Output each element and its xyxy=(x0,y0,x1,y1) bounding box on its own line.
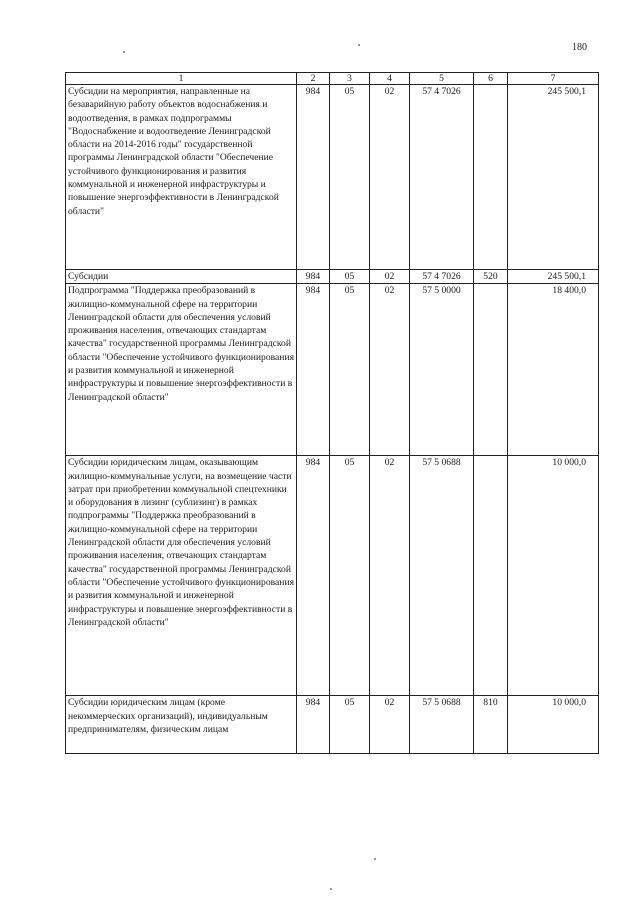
scan-speck xyxy=(374,858,376,860)
column-header: 1 xyxy=(66,73,297,85)
section-code: 05 xyxy=(330,85,370,270)
expense-type-code xyxy=(474,284,508,456)
amount: 245 500,1 xyxy=(508,270,599,284)
amount: 18 400,0 xyxy=(508,284,599,456)
ministry-code: 984 xyxy=(297,85,330,270)
expense-type-code: 810 xyxy=(474,696,508,754)
table-row xyxy=(66,696,599,754)
subsection-code: 02 xyxy=(370,284,410,456)
scan-speck xyxy=(358,44,360,46)
ministry-code: 984 xyxy=(297,456,330,696)
column-header: 7 xyxy=(508,73,599,85)
column-header: 5 xyxy=(410,73,474,85)
target-article-code: 57 5 0688 xyxy=(410,696,474,754)
target-article-code: 57 5 0688 xyxy=(410,456,474,696)
subsection-code: 02 xyxy=(370,456,410,696)
target-article-code: 57 4 7026 xyxy=(410,270,474,284)
section-code: 05 xyxy=(330,270,370,284)
subsection-code: 02 xyxy=(370,270,410,284)
scan-speck xyxy=(330,888,332,890)
amount: 10 000,0 xyxy=(508,456,599,696)
table-row xyxy=(66,270,599,284)
row-description: Субсидии юридическим лицам, оказывающим жилищно-коммунальные услуги, на возмещение части затрат при приобретении коммунальной спецтехники и оборудования в лизинг (сублизинг) в рамках подпрограммы "Поддержка преобразований в жилищно-коммунальной сфере на территории Ленинградской области для обеспечения условий проживания населения, отвечающих стандартам качества" государственной программы Ленинградской области "Обеспечение устойчивого функционирования и развития коммунальной и инженерной инфраструктуры и повышение энергоэффективности в Ленинградской области" xyxy=(66,456,297,696)
budget-table xyxy=(65,72,599,754)
row-description: Субсидии xyxy=(66,270,297,284)
ministry-code: 984 xyxy=(297,284,330,456)
section-code: 05 xyxy=(330,456,370,696)
row-description: Подпрограмма "Поддержка преобразований в жилищно-коммунальной сфере на территории Ленинградской области для обеспечения условий проживания населения, отвечающих стандартам качества" государственной программы Ленинградской области "Обеспечение устойчивого функционирования и развития коммунальной и инженерной инфраструктуры и повышение энергоэффективности в Ленинградской области" xyxy=(66,284,297,456)
section-code: 05 xyxy=(330,284,370,456)
column-header: 3 xyxy=(330,73,370,85)
target-article-code: 57 4 7026 xyxy=(410,85,474,270)
target-article-code: 57 5 0000 xyxy=(410,284,474,456)
table-header-row xyxy=(66,73,599,85)
table-row xyxy=(66,85,599,270)
column-header: 4 xyxy=(370,73,410,85)
row-description: Субсидии на мероприятия, направленные на безаварийную работу объектов водоснабжения и водоотведения, в рамках подпрограммы "Водоснабжение и водоотведение Ленинградской области на 2014-2016 годы" государственной программы Ленинградской области "Обеспечение устойчивого функционирования и развития коммунальной и инженерной инфраструктуры и повышение энергоэффективности в Ленинградской области" xyxy=(66,85,297,270)
ministry-code: 984 xyxy=(297,270,330,284)
subsection-code: 02 xyxy=(370,85,410,270)
expense-type-code xyxy=(474,456,508,696)
section-code: 05 xyxy=(330,696,370,754)
row-description: Субсидии юридическим лицам (кроме некоммерческих организаций), индивидуальным предпринимателям, физическим лицам xyxy=(66,696,297,754)
table-row xyxy=(66,456,599,696)
page-number: 180 xyxy=(572,42,587,53)
column-header: 2 xyxy=(297,73,330,85)
amount: 10 000,0 xyxy=(508,696,599,754)
scan-speck xyxy=(123,51,125,53)
table-row xyxy=(66,284,599,456)
ministry-code: 984 xyxy=(297,696,330,754)
column-header: 6 xyxy=(474,73,508,85)
subsection-code: 02 xyxy=(370,696,410,754)
expense-type-code xyxy=(474,85,508,270)
expense-type-code: 520 xyxy=(474,270,508,284)
amount: 245 500,1 xyxy=(508,85,599,270)
